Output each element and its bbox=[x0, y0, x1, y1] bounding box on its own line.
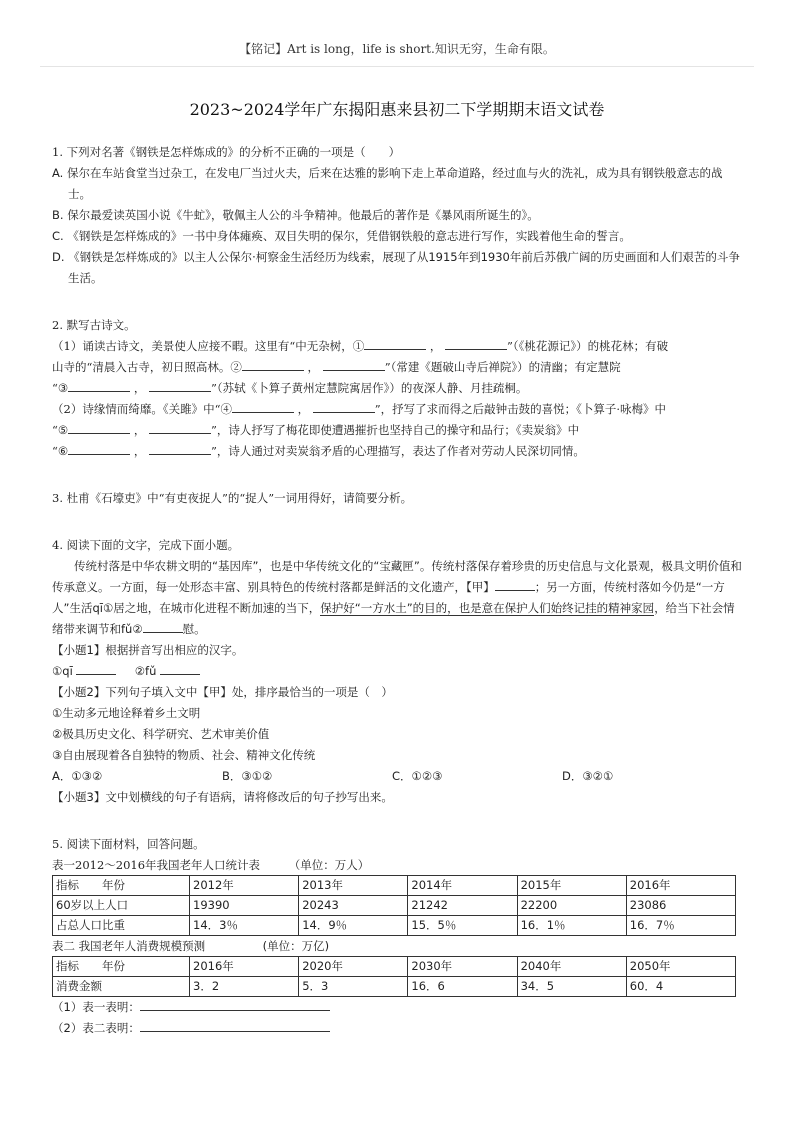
question-2-line-4 bbox=[52, 399, 742, 420]
text: ”，诗人抒写了梅花即使遭遇摧折也坚持自己的操守和品行；《卖炭翁》中 bbox=[211, 423, 580, 437]
sentence-option-1: ①生动多元地诠释着乡土文明 bbox=[52, 706, 201, 720]
answer-blank[interactable] bbox=[140, 998, 330, 1011]
question-2-line-1 bbox=[52, 336, 742, 357]
pinyin-row bbox=[52, 661, 742, 682]
answer-blank[interactable] bbox=[313, 400, 375, 413]
answer-blank[interactable] bbox=[149, 379, 211, 392]
question-2-line-6 bbox=[52, 441, 742, 462]
header-divider bbox=[40, 66, 754, 67]
text: ， bbox=[429, 339, 442, 353]
table-cell: 2040年 bbox=[517, 957, 626, 977]
answer-blank[interactable] bbox=[232, 400, 294, 413]
table-cell: 34．5 bbox=[517, 977, 626, 997]
table-1 bbox=[52, 875, 736, 936]
table-cell: 2020年 bbox=[299, 957, 408, 977]
table-cell: 指标 年份 bbox=[53, 876, 190, 896]
text: 山寺的“清晨入古寺，初日照高林。② bbox=[52, 360, 242, 374]
table-cell: 指标 年份 bbox=[53, 957, 190, 977]
table-cell: 2013年 bbox=[299, 876, 408, 896]
table-cell: 60．4 bbox=[626, 977, 735, 997]
text: ”，抒写了求而得之后敲钟击鼓的喜悦；《卜算子·咏梅》中 bbox=[374, 402, 667, 416]
sub-question-1: 【小题1】根据拼音写出相应的汉字。 bbox=[52, 643, 244, 657]
text: ”（常建《题破山寺后禅院》）的清幽；有定慧院 bbox=[384, 360, 621, 374]
text: ， bbox=[297, 402, 310, 416]
answer-blank[interactable] bbox=[68, 421, 130, 434]
table-row bbox=[53, 977, 736, 997]
text: ， bbox=[133, 444, 146, 458]
text: “③ bbox=[52, 381, 69, 395]
question-5-stem: 5. 阅读下面材料，回答问题。 bbox=[52, 837, 205, 851]
passage-text: 慰。 bbox=[182, 622, 206, 636]
table-cell: 21242 bbox=[408, 896, 517, 916]
passage-text: ，给当下社会情绪带来调节和fǔ② bbox=[52, 601, 735, 636]
sentence-option-3: ③自由展现着各自独特的物质、社会、精神文化传统 bbox=[52, 748, 316, 762]
question-2 bbox=[52, 315, 742, 462]
passage-text: 传统村落是中华农耕文明的“基因库”，也是中华传统文化的“宝藏匣”。传统村落保存着珍贵的历史信息与文化景观，极具文明价值和传承意义。一方面，每一处形态丰富、别具特色的传统村落都是鲜活的文化遗产，【甲】 bbox=[52, 559, 742, 594]
question-1-option-c: C. 《钢铁是怎样炼成的》一书中身体瘫痪、双目失明的保尔，凭借钢铁般的意志进行写作，实践着他生命的誓言。 bbox=[52, 229, 631, 243]
answer-blank[interactable] bbox=[76, 662, 116, 675]
answer-blank[interactable] bbox=[149, 421, 211, 434]
answer-blank[interactable] bbox=[445, 337, 507, 350]
question-2-line-5 bbox=[52, 420, 742, 441]
table-cell: 22200 bbox=[517, 896, 626, 916]
table-2-caption: 表二 我国老年人消费规模预测 (单位：万亿) bbox=[52, 939, 330, 953]
answer-label: （1）表一表明： bbox=[52, 1000, 140, 1014]
answer-blank[interactable] bbox=[364, 337, 426, 350]
choice-b[interactable]: B．③①② bbox=[222, 769, 273, 783]
table-cell: 16．1％ bbox=[517, 916, 626, 936]
text: ”（苏轼《卜算子黄州定慧院寓居作》）的夜深人静、月挂疏桐。 bbox=[211, 381, 528, 395]
question-1-option-d: D. 《钢铁是怎样炼成的》以主人公保尔·柯察金生活经历为线索，展现了从1915年到1930年前后苏俄广阔的历史画面和人们艰苦的斗争生活。 bbox=[52, 250, 740, 285]
text: ， bbox=[307, 360, 320, 374]
table-cell: 消费金额 bbox=[53, 977, 190, 997]
sentence-option-2: ②极具历史文化、科学研究、艺术审美价值 bbox=[52, 727, 270, 741]
choice-d[interactable]: D．③②① bbox=[562, 769, 614, 783]
table-cell: 2030年 bbox=[408, 957, 517, 977]
table-cell: 2015年 bbox=[517, 876, 626, 896]
choice-c[interactable]: C．①②③ bbox=[392, 769, 443, 783]
table-cell: 2016年 bbox=[626, 876, 735, 896]
answer-blank[interactable] bbox=[495, 578, 535, 591]
question-4 bbox=[52, 535, 742, 808]
table-cell: 2012年 bbox=[190, 876, 299, 896]
table-cell: 14．3％ bbox=[190, 916, 299, 936]
question-1-option-a: A. 保尔在车站食堂当过杂工，在发电厂当过火夫，后来在达雅的影响下走上革命道路，经过血与火的洗礼，成为具有钢铁般意志的战士。 bbox=[52, 166, 723, 201]
question-1-stem: 1. 下列对名著《钢铁是怎样炼成的》的分析不正确的一项是（ ） bbox=[52, 145, 401, 159]
answer-blank[interactable] bbox=[68, 442, 130, 455]
answer-choices bbox=[52, 766, 742, 787]
table-1-caption: 表一2012～2016年我国老年人口统计表 （单位：万人） bbox=[52, 858, 370, 872]
table-cell: 16．6 bbox=[408, 977, 517, 997]
text: “⑤ bbox=[52, 423, 69, 437]
answer-blank[interactable] bbox=[143, 620, 183, 633]
question-2-stem: 2. 默写古诗文。 bbox=[52, 318, 136, 332]
underlined-sentence: 保护好“一方水土”的目的，也是意在保护人们始终记挂的精神家园 bbox=[320, 601, 655, 615]
table-cell: 占总人口比重 bbox=[53, 916, 190, 936]
text: （1）诵读古诗文，美景使人应接不暇。这里有“中无杂树，① bbox=[52, 339, 365, 353]
text: “⑥ bbox=[52, 444, 69, 458]
table-cell: 2016年 bbox=[190, 957, 299, 977]
motto-banner: 【铭记】Art is long，life is short.知识无穷，生命有限。 bbox=[239, 42, 555, 56]
answer-label: （2）表二表明： bbox=[52, 1021, 140, 1035]
table-2 bbox=[52, 956, 736, 997]
table-cell: 23086 bbox=[626, 896, 735, 916]
sub-question-3: 【小题3】文中划横线的句子有语病，请将修改后的句子抄写出来。 bbox=[52, 790, 393, 804]
answer-blank[interactable] bbox=[68, 379, 130, 392]
answer-line-1 bbox=[52, 997, 742, 1018]
table-cell: 15．5％ bbox=[408, 916, 517, 936]
table-row bbox=[53, 896, 736, 916]
question-1-option-b: B. 保尔最爱读英国小说《牛虻》，敬佩主人公的斗争精神。他最后的著作是《暴风雨所诞生的》。 bbox=[52, 208, 539, 222]
question-1 bbox=[52, 142, 742, 289]
table-cell: 2014年 bbox=[408, 876, 517, 896]
question-2-line-3 bbox=[52, 378, 742, 399]
text: ”（《桃花源记》）的桃花林；有破 bbox=[507, 339, 669, 353]
passage-text: ；另一方面，传统村落如今仍是“一方人”生活qī①居之地，在城市化进程不断加速的当下， bbox=[52, 580, 725, 615]
table-cell: 2050年 bbox=[626, 957, 735, 977]
exam-body bbox=[52, 142, 742, 1039]
text: ， bbox=[133, 423, 146, 437]
table-cell: 60岁以上人口 bbox=[53, 896, 190, 916]
pinyin-label: ②fǔ bbox=[134, 664, 157, 678]
reading-passage bbox=[52, 556, 742, 640]
table-row bbox=[53, 876, 736, 896]
question-2-line-2 bbox=[52, 357, 742, 378]
table-row bbox=[53, 916, 736, 936]
table-cell: 20243 bbox=[299, 896, 408, 916]
pinyin-label: ①qī bbox=[52, 664, 73, 678]
text: ”，诗人通过对卖炭翁矛盾的心理描写，表达了作者对劳动人民深切同情。 bbox=[211, 444, 585, 458]
table-cell: 16．7％ bbox=[626, 916, 735, 936]
answer-blank[interactable] bbox=[323, 358, 385, 371]
question-5 bbox=[52, 834, 742, 1039]
table-row bbox=[53, 957, 736, 977]
answer-line-2 bbox=[52, 1018, 742, 1039]
answer-blank[interactable] bbox=[242, 358, 304, 371]
answer-blank[interactable] bbox=[149, 442, 211, 455]
text: ， bbox=[133, 381, 146, 395]
table-cell: 3．2 bbox=[190, 977, 299, 997]
question-3-stem: 3. 杜甫《石壕吏》中“有吏夜捉人”的“捉人”一词用得好，请简要分析。 bbox=[52, 491, 413, 505]
choice-a[interactable]: A．①③② bbox=[52, 769, 103, 783]
sub-question-2: 【小题2】下列句子填入文中【甲】处，排序最恰当的一项是（ ） bbox=[52, 685, 393, 699]
table-cell: 14．9％ bbox=[299, 916, 408, 936]
question-4-stem: 4. 阅读下面的文字，完成下面小题。 bbox=[52, 538, 240, 552]
table-cell: 5．3 bbox=[299, 977, 408, 997]
answer-blank[interactable] bbox=[140, 1019, 330, 1032]
answer-blank[interactable] bbox=[160, 662, 200, 675]
table-cell: 19390 bbox=[190, 896, 299, 916]
page-title: 2023~2024学年广东揭阳惠来县初二下学期期末语文试卷 bbox=[189, 100, 605, 119]
text: （2）诗缘情而绮靡。《关雎》中“④ bbox=[52, 402, 232, 416]
